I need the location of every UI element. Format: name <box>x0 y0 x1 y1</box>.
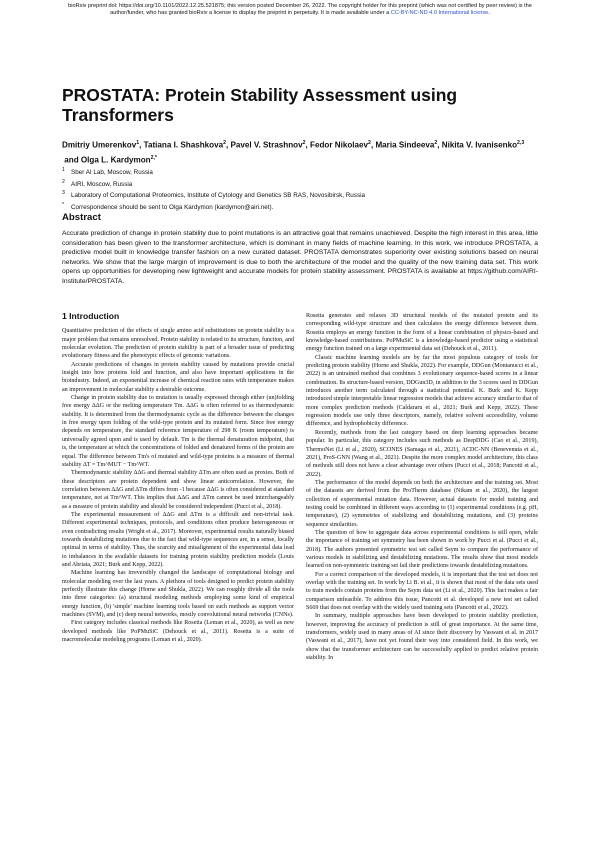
body-paragraph: The performance of the model depends on both the architecture and the training set. Most of the datasets are derived from the ProTherm database (Nikam et al., 2020), the largest collection of experimental mutation data. However, actual datasets for model training and testing could be combined in different ways according to (1) experimental conditions (e.g. pH, temperature), (2) symmetries of stabilizing and destabilizing mutations, and (3) proteins sequence similarities. <box>306 479 538 528</box>
author-name: Nikita V. Ivanisenko <box>441 140 518 150</box>
author-name: Tatiana I. Shashkova <box>143 140 224 150</box>
body-paragraph: In summary, multiple approaches have been developed to protein stability prediction, however, improving the accuracy of prediction is still of great importance. At the same time, transformers, widely used in many areas of AI since their discovery by Vaswani et al. in 2017 (Vaswani et al., 2017), have not yet found their way into considered field. In this work, we show that the transformer architecture can be successfully applied to predict relative protein stability. In <box>306 613 538 662</box>
affiliation-marker: 3 <box>62 190 65 196</box>
author-separator: and <box>62 155 81 165</box>
affiliation-item <box>62 178 538 190</box>
body-paragraph: Rosetta generates and relaxes 3D structural models of the mutated protein and its corresponding wild-type structure and then calculates the energy difference between them. Rosetta employs an energy function in the form of a linear combination of physics-based and knowledge-based contributions. PoPMuSiC is a knowledge-based predictor using a statistical energy function trained on a large experimental data set (Dehouck et al., 2011). <box>306 313 538 353</box>
body-paragraph: Change in protein stability due to mutation is usually expressed through either (un)folding free energy ΔΔG or the melting temperature Tm. ΔΔG is often referred to as thermodynamic stability. It is determined from the thermodynamic cycle as the difference between the changes in free energy upon folding of the wild-type protein and its mutated form. Since free energy depends on temperature, the standard reference temperature of 298 K (room temperature) is universally agreed upon and is used by default. Tm is the thermal denaturation midpoint, that is, the temperature at which the concentrations of folded and denatured forms of the protein are equal. The difference between Tm's of mutated and wild-type proteins is a measure of thermal stability ΔT = Tm^MUT − Tm^WT. <box>62 395 294 468</box>
author-separator: , <box>370 140 376 150</box>
body-paragraph: The experimental measurement of ΔΔG and ΔTm is a difficult and non-trivial task. Different experimental techniques, protocols, and conditions often produce heterogeneous or even contradicting results (Wright et al., 2017). Moreover, experimental results naturally biased towards destabilizing mutations due to the fact that wild-type sequences are, in a sense, locally optimal in terms of stability. Thus, the scarcity and misalignment of the experimental data lead to imbalances in the available datasets for training protein stability prediction models (Louis and Abriata, 2021; Burk and Kepp, 2022). <box>62 511 294 568</box>
affiliation-text: Sber AI Lab, Moscow, Russia <box>71 169 153 177</box>
body-paragraph: Classic machine learning models are by far the most populous category of tools for predicting protein stability (Horne and Shukla, 2022). For example, DDGun (Montanucci et al., 2022) is an untrained method that combines 3 evolutionary sequence-based scores in a linear combination. Its structure-based version, DDGun3D, in addition to the 3 scores used in DDGun introduces another term calculated through a statistical potential. K. Burk and K. Kepp introduced simple interpretable linear regression models that achieve accuracy similar to that of more complex prediction methods (Caldararu et al., 2021; Burk and Kepp, 2022). These regression models use only three descriptors, namely, relative solvent accessibility, volume difference, and hydrophobicity difference. <box>306 354 538 428</box>
author-name: Dmitriy Umerenkov <box>62 140 137 150</box>
affiliation-marker: 1 <box>62 167 65 173</box>
author-separator: , <box>225 140 231 150</box>
author-affiliation-marker: 1 <box>136 140 140 146</box>
preprint-notice-tail: . <box>488 9 490 16</box>
affiliation-marker: * <box>62 201 65 208</box>
body-paragraph: Quantitative prediction of the effects of single amino acid substitutions on protein stability is a major problem that remains unresolved. Protein stability is related to its structure, function, and molecular evolution. The prediction of protein stability is part of a broader issue of predicting evolutionary fitness and the phenotypic effects of genomic variations. <box>62 328 294 360</box>
author-name: Olga L. Kardymon <box>80 155 151 165</box>
author-affiliation-marker: 2 <box>223 140 226 146</box>
author-affiliation-marker: 2 <box>368 140 371 146</box>
affiliation-text: Laboratory of Computational Proteomics, Institute of Cytology and Genetics SB RAS, Novosibirsk, Russia <box>71 192 365 200</box>
body-paragraph: Recently, methods from the last category based on deep learning approaches became popular. In particular, this category includes such methods as DeepDDG (Cao et al., 2019), ThermoNet (Li et al., 2020), SCONES (Samaga et al., 2021), ACDC-NN (Benevenuta et al., 2021), ProS-GNN (Wang et al., 2021). Despite the more complex model architecture, this class of methods still does not have a clear advantage over others (Pucci et al., 2018; Pancotti et al., 2022). <box>306 429 538 478</box>
abstract-heading: Abstract <box>62 212 101 223</box>
body-paragraph: Accurate predictions of changes in protein stability caused by mutations provide crucial insight into how proteins fold and function, and also have important applications in the bioindustry. Indeed, an exponential increase of chemical reaction rates with temperature makes an improvement in molecular stability a desirable outcome. <box>62 361 294 393</box>
author-separator: , <box>139 140 144 150</box>
body-paragraph: Thermodynamic stability ΔΔG and thermal stability ΔTm are often used as proxies. Both of these descriptors are protein dependent and show linear anticorrelation. However, the correlation between ΔΔG and ΔTm differs from -1 because ΔΔG is often considered at standard temperature, not at Tm^WT. This implies that ΔΔG and ΔTm cannot be used interchangeably as a measure of protein stability and should be considered independent (Pucci et al., 2018). <box>62 470 294 510</box>
author-separator: , <box>437 140 442 150</box>
author-name: Fedor Nikolaev <box>310 140 369 150</box>
affiliation-item <box>62 166 538 178</box>
body-paragraph: Machine learning has irreversibly changed the landscape of computational biology and molecular modeling over the last years. A plethora of tools designed to predict protein stability perfectly illustrate this change (Horne and Shukla, 2022). We can roughly divide all the tools into three categories: (a) structural modeling methods employing some kind of empirical energy function, (b) 'simple' machine learning tools based on such methods as support vector machines (SVM), and (c) deep neural networks, mostly convolutional neural networks (CNNs). <box>62 570 294 619</box>
abstract-text: Accurate prediction of change in protein stability due to point mutations is an attractive goal that remains unachieved. Despite the high interest in this area, little consideration has been given to the transformer architecture, which is dominant in many fields of machine learning. In this work, we introduce PROSTATA, a predictive model built in knowledge transfer fashion on a new curated dataset. PROSTATA demonstrates superiority over existing solutions based on neural networks. We show that the large margin of improvement is due to both the architecture of the model and the quality of the new training data set. This work opens up opportunities for developing new lightweight and accurate models for protein stability assessment. PROSTATA is available at https://github.com/AIRI-Institute/PROSTATA. <box>62 230 538 285</box>
affiliation-marker: 2 <box>62 178 65 185</box>
left-column-body <box>62 327 294 644</box>
author-list <box>62 137 538 166</box>
right-column <box>306 312 538 662</box>
author-affiliation-marker: 2 <box>434 140 438 146</box>
section-heading-introduction: 1 Introduction <box>62 311 120 321</box>
author-affiliation-marker: 2 <box>302 140 306 146</box>
author-separator: , <box>305 140 311 150</box>
license-link[interactable]: CC-BY-NC-ND 4.0 International license <box>390 9 489 16</box>
body-paragraph: First category includes classical methods like Rosetta (Leman et al., 2020), as well as new developed methods like PoPMuSiC (Dehouck et al., 2011). Rosetta is a suite of macromolecular modeling programs (Leman et al., 2020). <box>62 620 294 644</box>
left-column <box>62 312 294 644</box>
affiliation-item <box>62 201 538 213</box>
body-paragraph: The question of how to aggregate data across experimental conditions is still open, while the importance of training set symmetry has been shown in work by Pucci et al. (Pucci et al., 2018). The authors presented symmetric test set called Ssym to compare the performance of various models in stabilizing and destabilizing mutations. The results show that most models learned on non-symmetric training set fail their predictions towards destabilizing mutations. <box>306 529 538 570</box>
paper-title: PROSTATA: Protein Stability Assessment using Transformers <box>62 85 458 125</box>
author-affiliation-marker: 2,* <box>150 154 157 161</box>
author-name: Pavel V. Strashnov <box>230 140 303 150</box>
author-affiliation-marker: 2,3 <box>517 140 525 146</box>
right-column-body <box>306 312 538 662</box>
affiliation-list <box>62 166 538 212</box>
affiliation-item <box>62 189 538 201</box>
body-paragraph: For a correct comparison of the developed models, it is important that the test set does not overlap with the training set. In work by Li B. et al., it is shown that most of the data sets used to train models contain proteins from the Ssym data set (Li et al., 2020). This fact makes a fair comparison unfeasible. To address this issue, Pancotti et al. developed a new test set called S669 that does not overlap with the widely used training sets (Pancotti et al., 2022). <box>306 571 538 612</box>
author-name: Maria Sindeeva <box>375 140 435 150</box>
affiliation-text: Correspondence should be sent to Olga Kardymon (kardymon@airi.net). <box>71 203 274 211</box>
preprint-notice <box>62 3 538 16</box>
preprint-notice-text: bioRxiv preprint doi: https://doi.org/10.1101/2022.12.25.521875; this version posted December 26, 2022. The copyright holder for this preprint (which was not certified by peer review) is the author/funder, who has granted bioRxiv a license to display the preprint in perpetuity. It is made available under a <box>68 3 532 16</box>
affiliation-text: AIRI, Moscow, Russia <box>71 180 133 188</box>
